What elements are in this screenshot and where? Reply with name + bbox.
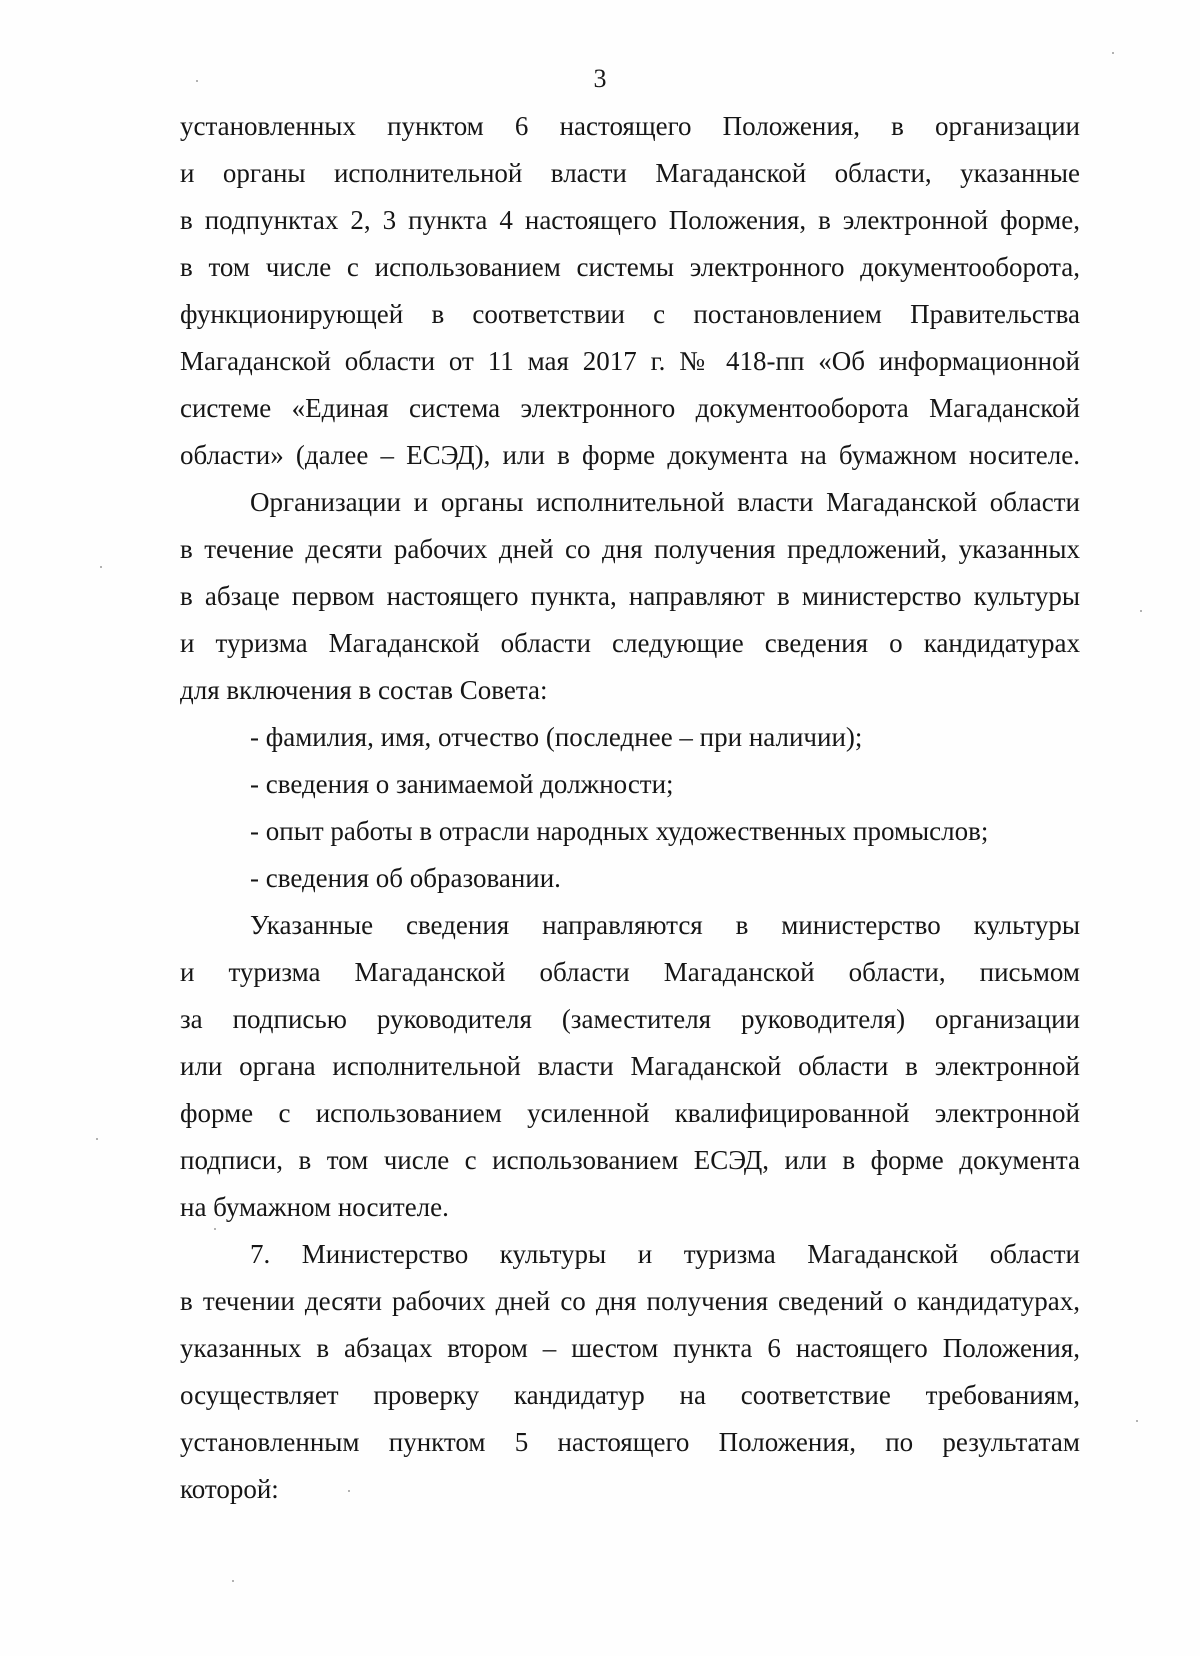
text-line: в том числе с использованием системы электронного документооборота, — [180, 252, 1080, 282]
scan-speck — [1136, 1420, 1138, 1422]
text-line: и органы исполнительной власти Магаданской области, указанные — [180, 158, 1080, 188]
text-line: указанных в абзацах втором – шестом пункта 6 настоящего Положения, — [180, 1333, 1080, 1363]
text-line: которой: — [180, 1474, 279, 1504]
text-line: установленных пунктом 6 настоящего Положения, в организации — [180, 111, 1080, 141]
text-line: осуществляет проверку кандидатур на соответствие требованиям, — [180, 1380, 1080, 1410]
text-line: функционирующей в соответствии с постановлением Правительства — [180, 299, 1080, 329]
text-line: и туризма Магаданской области Магаданской области, письмом — [180, 957, 1080, 987]
text-line: за подписью руководителя (заместителя руководителя) организации — [180, 1004, 1080, 1034]
page-number: 3 — [593, 64, 607, 93]
text-line: в течение десяти рабочих дней со дня получения предложений, указанных — [180, 534, 1080, 564]
scan-speck — [1112, 52, 1114, 54]
text-line: Магаданской области от 11 мая 2017 г. № 418-пп «Об информационной — [180, 346, 1080, 376]
text-line: установленным пунктом 5 настоящего Положения, по результатам — [180, 1427, 1080, 1457]
scan-speck — [1140, 610, 1142, 612]
paragraph-first-line: Организации и органы исполнительной власти Магаданской области — [250, 487, 1080, 517]
scan-speck — [196, 80, 198, 82]
paragraph-first-line: Указанные сведения направляются в министерство культуры — [250, 910, 1080, 940]
text-line: области» (далее – ЕСЭД), или в форме документа на бумажном носителе. — [180, 440, 1080, 470]
text-line: на бумажном носителе. — [180, 1192, 449, 1222]
text-line: форме с использованием усиленной квалифицированной электронной — [180, 1098, 1080, 1128]
text-line: подписи, в том числе с использованием ЕСЭД, или в форме документа — [180, 1145, 1080, 1175]
scan-speck — [100, 566, 102, 568]
text-line: для включения в состав Совета: — [180, 675, 548, 705]
list-item: - опыт работы в отрасли народных художественных промыслов; — [250, 816, 989, 846]
scan-speck — [214, 1228, 216, 1230]
scan-speck — [348, 1490, 350, 1492]
text-line: в течении десяти рабочих дней со дня получения сведений о кандидатурах, — [180, 1286, 1080, 1316]
scan-speck — [232, 1580, 234, 1582]
list-item: - фамилия, имя, отчество (последнее – при наличии); — [250, 722, 863, 752]
text-line: в абзаце первом настоящего пункта, направляют в министерство культуры — [180, 581, 1080, 611]
text-line: и туризма Магаданской области следующие сведения о кандидатурах — [180, 628, 1080, 658]
scan-speck — [96, 1138, 98, 1140]
text-line: в подпунктах 2, 3 пункта 4 настоящего Положения, в электронной форме, — [180, 205, 1080, 235]
text-line: или органа исполнительной власти Магаданской области в электронной — [180, 1051, 1080, 1081]
numbered-clause-first-line: 7. Министерство культуры и туризма Магаданской области — [250, 1239, 1080, 1269]
list-item: - сведения об образовании. — [250, 863, 561, 893]
body-text — [180, 103, 1080, 1513]
text-line: системе «Единая система электронного документооборота Магаданской — [180, 393, 1080, 423]
list-item: - сведения о занимаемой должности; — [250, 769, 674, 799]
